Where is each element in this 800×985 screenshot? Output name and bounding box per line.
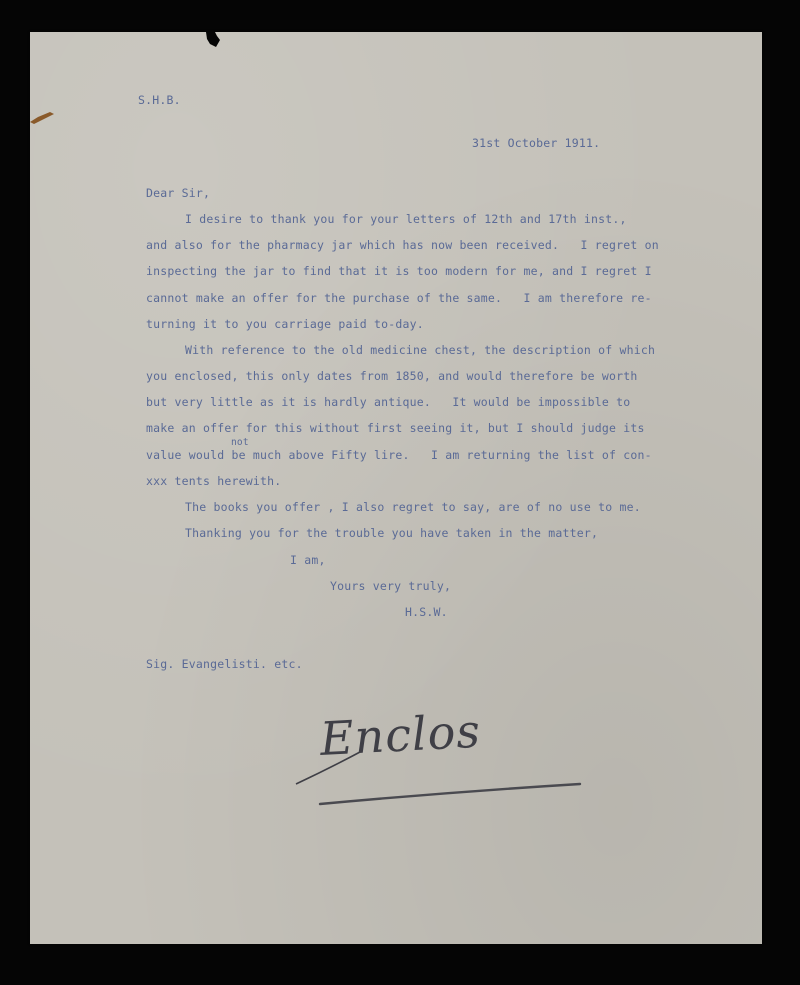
valediction: Yours very truly,: [330, 579, 452, 593]
body-line: turning it to you carriage paid to-day.: [146, 317, 424, 331]
body-line: I desire to thank you for your letters of 12th and 17th inst.,: [185, 212, 627, 226]
body-line: Thanking you for the trouble you have taken in the matter,: [185, 526, 599, 540]
body-line: cannot make an offer for the purchase of the same. I am therefore re-: [146, 291, 652, 305]
sender-initials: H.S.W.: [405, 605, 448, 619]
closing: I am,: [290, 553, 326, 567]
addressee: Sig. Evangelisti. etc.: [146, 657, 303, 671]
body-line: and also for the pharmacy jar which has now been received. I regret on: [146, 238, 659, 252]
body-line: xxx tents herewith.: [146, 474, 282, 488]
body-line: inspecting the jar to find that it is too modern for me, and I regret I: [146, 264, 652, 278]
body-line: The books you offer , I also regret to say, are of no use to me.: [185, 500, 641, 514]
letter-date: 31st October 1911.: [472, 136, 601, 150]
body-line: value would be much above Fifty lire. I am returning the list of con-: [146, 448, 652, 462]
reference-initials: S.H.B.: [138, 93, 181, 107]
salutation: Dear Sir,: [146, 186, 211, 200]
body-line: make an offer for this without first seeing it, but I should judge its: [146, 421, 645, 435]
body-line: With reference to the old medicine chest, the description of which: [185, 343, 656, 357]
body-line: but very little as it is hardly antique. It would be impossible to: [146, 395, 631, 409]
handwritten-note: Enclos: [318, 703, 483, 766]
typed-insertion: not: [231, 437, 249, 448]
body-line: you enclosed, this only dates from 1850, and would therefore be worth: [146, 369, 638, 383]
